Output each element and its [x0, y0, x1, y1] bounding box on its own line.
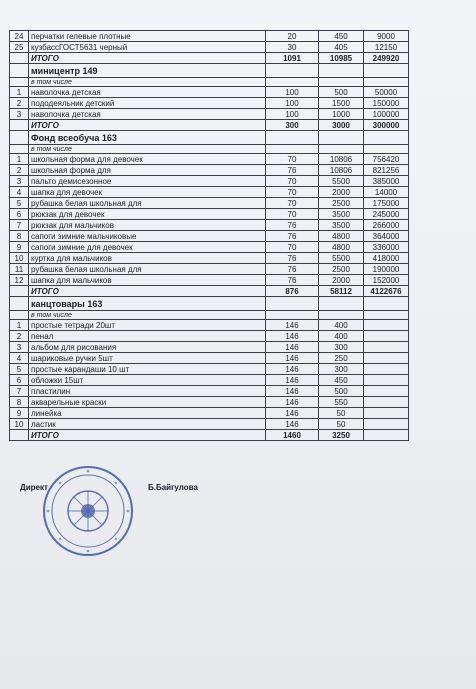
item-name: альбом для рисования — [29, 342, 266, 353]
sum-cell: 364000 — [364, 231, 409, 242]
row-number: 7 — [10, 386, 29, 397]
table-row — [10, 176, 409, 187]
row-number: 8 — [10, 397, 29, 408]
quantity-cell — [266, 64, 319, 78]
table-row — [10, 109, 409, 120]
price-cell: 250 — [319, 353, 364, 364]
sum-cell — [364, 145, 409, 154]
row-number: 2 — [10, 331, 29, 342]
sum-cell: 300000 — [364, 120, 409, 131]
row-number: 24 — [10, 31, 29, 42]
row-number: 3 — [10, 176, 29, 187]
table-row — [10, 275, 409, 286]
table-row — [10, 353, 409, 364]
table-row — [10, 253, 409, 264]
table-row — [10, 419, 409, 430]
price-cell: 3000 — [319, 120, 364, 131]
quantity-cell: 100 — [266, 109, 319, 120]
price-cell: 3500 — [319, 209, 364, 220]
item-name: пальто демисезонное — [29, 176, 266, 187]
row-number: 11 — [10, 264, 29, 275]
sum-cell — [364, 64, 409, 78]
quantity-cell: 876 — [266, 286, 319, 297]
table-row — [10, 209, 409, 220]
quantity-cell: 146 — [266, 364, 319, 375]
row-number: 5 — [10, 198, 29, 209]
quantity-cell: 146 — [266, 419, 319, 430]
price-cell: 1500 — [319, 98, 364, 109]
price-cell — [319, 297, 364, 311]
sum-cell: 821256 — [364, 165, 409, 176]
row-number: 9 — [10, 242, 29, 253]
quantity-cell — [266, 131, 319, 145]
item-name: сапоги зимние мальчиковые — [29, 231, 266, 242]
quantity-cell: 146 — [266, 386, 319, 397]
row-number: 6 — [10, 209, 29, 220]
director-name: Б.Байгулова — [148, 483, 198, 492]
row-number — [10, 131, 29, 145]
quantity-cell: 76 — [266, 264, 319, 275]
sum-cell: 266000 — [364, 220, 409, 231]
row-number: 12 — [10, 275, 29, 286]
item-name: шапка для мальчиков — [29, 275, 266, 286]
item-name: линейка — [29, 408, 266, 419]
item-name: школьная форма для девочек — [29, 154, 266, 165]
section-header — [10, 131, 409, 145]
sum-cell: 100000 — [364, 109, 409, 120]
quantity-cell: 146 — [266, 353, 319, 364]
quantity-cell — [266, 297, 319, 311]
price-cell: 500 — [319, 386, 364, 397]
item-name: школьная форма для — [29, 165, 266, 176]
section-subheader — [10, 78, 409, 87]
quantity-cell: 70 — [266, 198, 319, 209]
row-number: 1 — [10, 320, 29, 331]
item-name: шапка для девочек — [29, 187, 266, 198]
sum-cell: 336000 — [364, 242, 409, 253]
table-row — [10, 98, 409, 109]
quantity-cell: 300 — [266, 120, 319, 131]
price-cell: 10985 — [319, 53, 364, 64]
sum-cell: 175000 — [364, 198, 409, 209]
quantity-cell: 70 — [266, 209, 319, 220]
quantity-cell: 146 — [266, 342, 319, 353]
quantity-cell: 76 — [266, 220, 319, 231]
table-row — [10, 154, 409, 165]
row-number — [10, 53, 29, 64]
price-cell: 10806 — [319, 154, 364, 165]
item-name: ИТОГО — [29, 430, 266, 441]
quantity-cell: 146 — [266, 397, 319, 408]
item-name: рубашка белая школьная для — [29, 198, 266, 209]
price-cell — [319, 145, 364, 154]
sum-cell — [364, 353, 409, 364]
row-number: 4 — [10, 187, 29, 198]
sum-cell — [364, 342, 409, 353]
quantity-cell: 76 — [266, 231, 319, 242]
item-name: ИТОГО — [29, 120, 266, 131]
row-number: 9 — [10, 408, 29, 419]
sum-cell: 14000 — [364, 187, 409, 198]
row-number — [10, 145, 29, 154]
price-cell: 3500 — [319, 220, 364, 231]
row-number: 8 — [10, 231, 29, 242]
price-cell: 400 — [319, 320, 364, 331]
row-number — [10, 297, 29, 311]
price-cell: 50 — [319, 408, 364, 419]
item-name: пенал — [29, 331, 266, 342]
row-number: 2 — [10, 165, 29, 176]
row-number: 2 — [10, 98, 29, 109]
quantity-cell: 70 — [266, 154, 319, 165]
item-name: простые тетради 20шт — [29, 320, 266, 331]
sum-cell — [364, 375, 409, 386]
price-cell: 500 — [319, 87, 364, 98]
sum-cell — [364, 419, 409, 430]
item-name: канцтовары 163 — [29, 297, 266, 311]
item-name: акварельные краски — [29, 397, 266, 408]
table-row — [10, 320, 409, 331]
row-number: 1 — [10, 87, 29, 98]
total-row — [10, 430, 409, 441]
item-name: наволочка детская — [29, 109, 266, 120]
total-row — [10, 120, 409, 131]
quantity-cell: 70 — [266, 242, 319, 253]
item-name: пластилин — [29, 386, 266, 397]
table-row — [10, 264, 409, 275]
row-number: 7 — [10, 220, 29, 231]
quantity-cell: 70 — [266, 187, 319, 198]
item-name: в том числе — [29, 311, 266, 320]
price-cell: 5500 — [319, 253, 364, 264]
price-cell — [319, 64, 364, 78]
item-name: в том числе — [29, 145, 266, 154]
sum-cell — [364, 131, 409, 145]
price-cell: 2000 — [319, 187, 364, 198]
sum-cell — [364, 78, 409, 87]
price-cell: 1000 — [319, 109, 364, 120]
sum-cell — [364, 430, 409, 441]
quantity-cell: 146 — [266, 375, 319, 386]
price-cell: 50 — [319, 419, 364, 430]
price-cell: 4800 — [319, 231, 364, 242]
table-row — [10, 31, 409, 42]
item-name: в том числе — [29, 78, 266, 87]
sum-cell — [364, 320, 409, 331]
price-cell: 2500 — [319, 198, 364, 209]
price-cell: 300 — [319, 364, 364, 375]
price-cell: 450 — [319, 31, 364, 42]
row-number — [10, 120, 29, 131]
sum-cell: 50000 — [364, 87, 409, 98]
item-name: перчатки гелевые плотные — [29, 31, 266, 42]
director-label: Директ — [20, 483, 48, 492]
price-cell: 400 — [319, 331, 364, 342]
table-row — [10, 87, 409, 98]
row-number: 4 — [10, 353, 29, 364]
quantity-cell: 30 — [266, 42, 319, 53]
table-row — [10, 242, 409, 253]
quantity-cell: 76 — [266, 165, 319, 176]
table-row — [10, 42, 409, 53]
item-name: сапоги зимние для девочек — [29, 242, 266, 253]
sum-cell — [364, 397, 409, 408]
price-cell: 58112 — [319, 286, 364, 297]
row-number — [10, 286, 29, 297]
table-row — [10, 220, 409, 231]
quantity-cell: 76 — [266, 253, 319, 264]
quantity-cell — [266, 311, 319, 320]
sum-cell: 12150 — [364, 42, 409, 53]
section-header — [10, 297, 409, 311]
section-subheader — [10, 311, 409, 320]
table-row — [10, 187, 409, 198]
table-row — [10, 408, 409, 419]
price-cell: 550 — [319, 397, 364, 408]
sum-cell: 756420 — [364, 154, 409, 165]
sum-cell — [364, 386, 409, 397]
quantity-cell: 1460 — [266, 430, 319, 441]
item-name: ластик — [29, 419, 266, 430]
price-cell — [319, 78, 364, 87]
row-number: 10 — [10, 419, 29, 430]
sum-cell — [364, 408, 409, 419]
sum-cell — [364, 331, 409, 342]
item-name: куртка для мальчиков — [29, 253, 266, 264]
table-row — [10, 331, 409, 342]
price-cell: 300 — [319, 342, 364, 353]
item-name: пододеяльник детский — [29, 98, 266, 109]
row-number: 3 — [10, 109, 29, 120]
table-row — [10, 375, 409, 386]
total-row — [10, 53, 409, 64]
table-row — [10, 231, 409, 242]
item-name: наволочка детская — [29, 87, 266, 98]
item-name: рюкзак для девочек — [29, 209, 266, 220]
sum-cell: 152000 — [364, 275, 409, 286]
item-name: Фонд всеобуча 163 — [29, 131, 266, 145]
price-cell — [319, 311, 364, 320]
price-cell: 3250 — [319, 430, 364, 441]
table-row — [10, 165, 409, 176]
row-number — [10, 311, 29, 320]
sum-cell — [364, 311, 409, 320]
row-number: 6 — [10, 375, 29, 386]
sum-cell — [364, 297, 409, 311]
price-cell: 4800 — [319, 242, 364, 253]
sum-cell: 190000 — [364, 264, 409, 275]
item-name: рубашка белая школьная для — [29, 264, 266, 275]
price-cell: 5500 — [319, 176, 364, 187]
quantity-cell: 76 — [266, 275, 319, 286]
quantity-cell: 100 — [266, 98, 319, 109]
sum-cell: 249920 — [364, 53, 409, 64]
sum-cell: 385000 — [364, 176, 409, 187]
quantity-cell: 100 — [266, 87, 319, 98]
sum-cell: 4122676 — [364, 286, 409, 297]
row-number: 1 — [10, 154, 29, 165]
item-name: кузбассГОСТ5631 черный — [29, 42, 266, 53]
quantity-cell: 146 — [266, 331, 319, 342]
row-number: 5 — [10, 364, 29, 375]
price-cell: 2000 — [319, 275, 364, 286]
item-name: ИТОГО — [29, 286, 266, 297]
price-cell: 2500 — [319, 264, 364, 275]
official-seal-icon — [42, 465, 134, 557]
item-name: ИТОГО — [29, 53, 266, 64]
item-name: миницентр 149 — [29, 64, 266, 78]
item-name: простые карандаши 10 шт — [29, 364, 266, 375]
item-name: обложки 15шт — [29, 375, 266, 386]
item-name: рюкзак для мальчиков — [29, 220, 266, 231]
total-row — [10, 286, 409, 297]
price-cell — [319, 131, 364, 145]
price-cell: 450 — [319, 375, 364, 386]
quantity-cell: 146 — [266, 408, 319, 419]
sum-cell — [364, 364, 409, 375]
row-number: 10 — [10, 253, 29, 264]
item-name: шариковые ручки 5шт — [29, 353, 266, 364]
table-row — [10, 364, 409, 375]
quantity-cell — [266, 78, 319, 87]
sum-cell: 418000 — [364, 253, 409, 264]
sum-cell: 150000 — [364, 98, 409, 109]
table-row — [10, 198, 409, 209]
section-header — [10, 64, 409, 78]
quantity-cell: 146 — [266, 320, 319, 331]
row-number — [10, 78, 29, 87]
quantity-cell — [266, 145, 319, 154]
price-cell: 405 — [319, 42, 364, 53]
quantity-cell: 20 — [266, 31, 319, 42]
price-cell: 10806 — [319, 165, 364, 176]
section-subheader — [10, 145, 409, 154]
row-number: 3 — [10, 342, 29, 353]
row-number — [10, 64, 29, 78]
goods-table — [9, 30, 409, 441]
quantity-cell: 70 — [266, 176, 319, 187]
row-number — [10, 430, 29, 441]
table-row — [10, 397, 409, 408]
sum-cell: 245000 — [364, 209, 409, 220]
table-row — [10, 386, 409, 397]
row-number: 25 — [10, 42, 29, 53]
quantity-cell: 1091 — [266, 53, 319, 64]
table-row — [10, 342, 409, 353]
sum-cell: 9000 — [364, 31, 409, 42]
